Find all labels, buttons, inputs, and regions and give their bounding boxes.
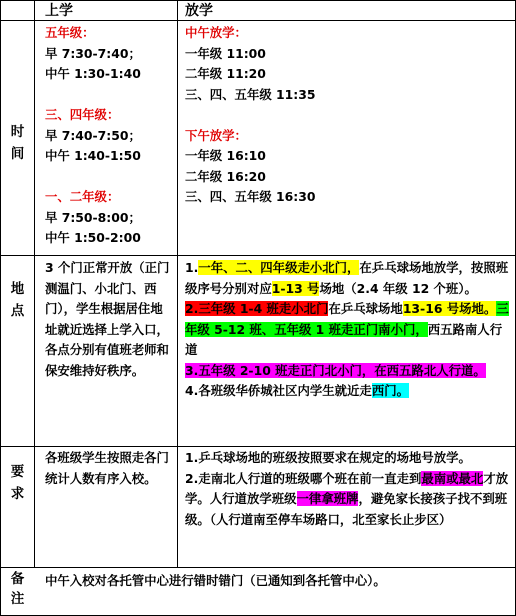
header-dismissal: 放学 [185,3,213,19]
row-divider-require [1,567,516,568]
dismissal-places [185,258,511,402]
require-2-highlight-ends: 最南或最北 [421,470,484,486]
place-item-1 [185,258,511,299]
row-label-place-char-1: 地 [10,281,25,297]
dismissal-time-line: 二年级 16:20 [185,168,266,184]
dismissal-times [185,23,505,208]
arrival-time-line: 早 7:40-7:50； [45,127,141,143]
row-label-place-char-2: 点 [10,303,25,319]
dismissal-time-line: 中午放学： [185,25,247,40]
place-2-green: 三年级 5-12 班、五年级 1 班走正门南小门， [185,301,509,337]
place-1-field-range: 1-13 号 [271,280,320,296]
place-1-tail: 场地（2.4 年级 12 个班）。 [319,280,477,296]
place-item-3 [185,361,511,382]
place-item-2 [185,299,511,361]
row-label-note-char-2: 注 [10,591,25,607]
arrival-time-line: 五年级： [45,25,95,40]
row-label-time [1,121,34,165]
arrival-times [45,23,175,249]
row-label-note [1,569,34,609]
place-item-4 [185,381,511,402]
require-item-1: 1.乒乓球场地的班级按照要求在规定的场地号放学。 [185,450,471,465]
row-divider-header [1,20,516,21]
row-label-place [1,278,34,322]
dismissal-time-line: 一年级 16:10 [185,148,266,163]
row-label-require-char-1: 要 [10,464,25,480]
arrival-time-line [45,85,175,106]
require-2-tail: ，避免家长接孩子找不到班级。（人行道南至停车场路口，北至家长止步区） [185,491,508,527]
col-divider-2 [177,1,178,567]
dismissal-time-line: 下午放学： [185,127,247,143]
place-2-text: 在乒乓球场地 [328,301,403,316]
arrival-time-line: 早 7:50-8:00； [45,209,141,225]
arrival-time-line: 中午 1:40-1:50 [45,148,141,163]
arrival-requirement: 各班级学生按照走各门统计人数有序入校。 [45,450,169,486]
place-1-text: 在乒乓球场地放学，按照班级序号分别对应 [185,260,509,296]
arrival-time-line: 中午 1:30-1:40 [45,66,141,81]
require-item-2 [185,469,511,531]
require-2-text: 2.走南北人行道的班级哪个班在前一直走到 [185,470,422,486]
place-2-field-range: 13-16 号场地。 [402,301,497,316]
arrival-time-line: 一、二年级： [45,189,120,204]
note-text: 中午入校对各托管中心进行错时错门（已通知到各托管中心）。 [45,573,386,588]
arrival-time-line [45,167,175,188]
arrival-gates-text: 3 个门正常开放（正门测温门、小北门、西门），学生根据居住地址就近选择上学入口，各点分别有值班老师和保安维持好秩序。 [45,260,170,378]
row-divider-place [1,446,516,447]
place-1-prefix: 1. [185,260,199,275]
dismissal-requirements [185,448,511,530]
arrival-time-line: 三、四年级： [45,107,120,122]
row-label-require [1,461,34,505]
require-2-mid: 才放学。人行道放学班级 [185,470,509,506]
dismissal-time-line: 三、四、五年级 11:35 [185,86,316,102]
place-4-highlight: 西门。 [371,383,409,398]
header-arrival: 上学 [45,3,73,19]
place-2-tail: 西五路南人行道 [185,321,503,357]
arrival-time-line: 早 7:30-7:40； [45,45,141,61]
dismissal-time-line [185,105,505,126]
place-1-highlight: 一年、二、四年级走小北门， [198,260,360,275]
col-divider-1 [34,1,35,567]
arrival-time-line: 中午 1:50-2:00 [45,230,141,245]
row-divider-time [1,255,516,256]
dismissal-time-line: 一年级 11:00 [185,45,266,61]
row-label-time-char-1: 时 [10,124,25,140]
dismissal-time-line: 二年级 11:20 [185,66,266,81]
place-3-highlight: 3.五年级 2-10 班走正门北小门，在西五路北人行道。 [185,362,486,378]
row-label-time-char-2: 间 [10,146,25,162]
row-label-note-char-1: 备 [10,571,25,587]
dismissal-time-line: 三、四、五年级 16:30 [185,189,316,204]
row-label-require-char-2: 求 [10,486,25,502]
place-2-highlight: 2.三年级 1-4 班走小北门 [185,301,329,316]
require-2-highlight-sign: 一律拿班牌 [296,491,359,506]
place-4-text: 4.各班级华侨城社区内学生就近走 [185,383,372,398]
